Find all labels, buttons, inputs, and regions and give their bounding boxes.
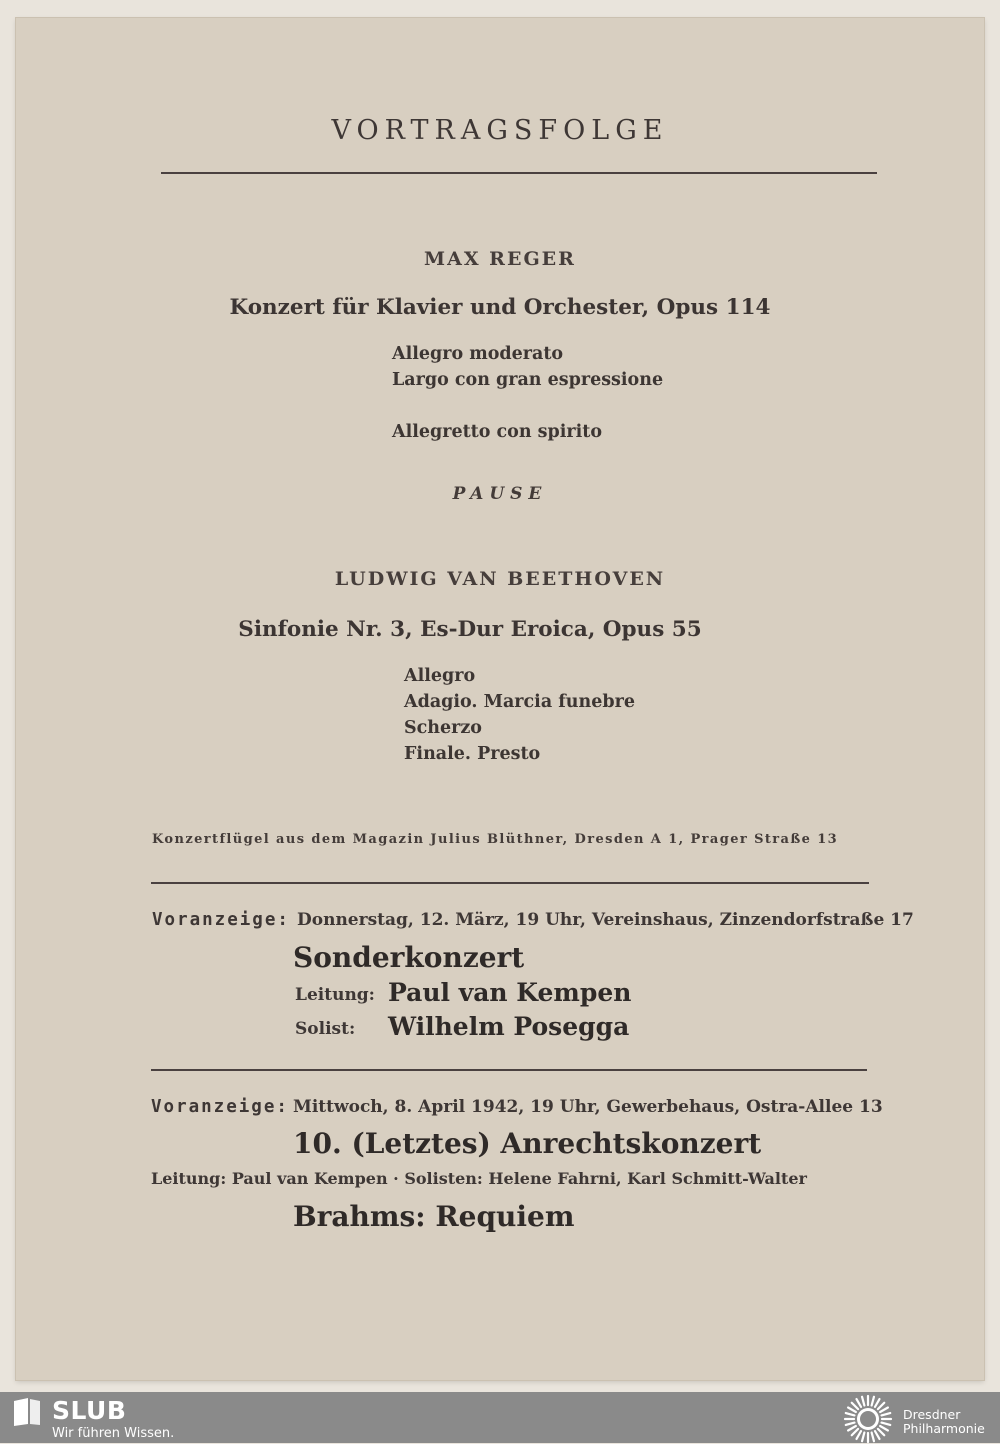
title-divider	[161, 172, 877, 174]
movement-item: Allegretto con spirito	[392, 422, 603, 442]
movement-item: Largo con gran espressione	[392, 370, 664, 390]
slub-logo-icon	[12, 1397, 42, 1427]
movement-item: Finale. Presto	[404, 744, 541, 764]
announcement-info: Mittwoch, 8. April 1942, 19 Uhr, Gewerbehaus, Ostra-Allee 13	[293, 1097, 883, 1117]
page-title: VORTRAGSFOLGE	[331, 115, 669, 146]
announcement-label: Voranzeige:	[152, 910, 290, 930]
conductor-label: Leitung:	[295, 985, 375, 1005]
movement-item: Allegro moderato	[392, 344, 564, 364]
pause-label: PAUSE	[452, 484, 548, 504]
philharmonie-logo-icon	[843, 1394, 893, 1444]
section-divider	[151, 1069, 867, 1071]
soloist-name: Wilhelm Posegga	[388, 1012, 630, 1041]
philharmonie-name-line2: Philharmonie	[903, 1421, 985, 1436]
announcement-label: Voranzeige:	[151, 1097, 289, 1117]
piano-note: Konzertflügel aus dem Magazin Julius Blüthner, Dresden A 1, Prager Straße 13	[152, 832, 839, 847]
announcement-info: Donnerstag, 12. März, 19 Uhr, Vereinshaus, Zinzendorfstraße 17	[297, 910, 914, 930]
movement-item: Allegro	[404, 666, 476, 686]
composer-reger: MAX REGER	[424, 248, 576, 270]
conductor-name: Paul van Kempen	[388, 978, 632, 1007]
composer-beethoven: LUDWIG VAN BEETHOVEN	[334, 568, 666, 590]
philharmonie-name-line1: Dresdner	[903, 1407, 961, 1422]
soloist-label: Solist:	[295, 1019, 356, 1039]
event-credits: Leitung: Paul van Kempen · Solisten: Helene Fahrni, Karl Schmitt-Walter	[151, 1169, 807, 1188]
movement-item: Adagio. Marcia funebre	[404, 692, 635, 712]
event-title: Sonderkonzert	[293, 941, 525, 974]
event-title: 10. (Letztes) Anrechtskonzert	[293, 1127, 762, 1160]
movement-item: Scherzo	[404, 718, 482, 738]
slub-tagline: Wir führen Wissen.	[52, 1426, 175, 1441]
section-divider	[151, 882, 869, 884]
work-reger: Konzert für Klavier und Orchester, Opus 114	[229, 295, 771, 320]
work-beethoven: Sinfonie Nr. 3, Es-Dur Eroica, Opus 55	[238, 617, 702, 642]
event-work: Brahms: Requiem	[293, 1200, 575, 1233]
slub-name: SLUB	[52, 1396, 127, 1425]
